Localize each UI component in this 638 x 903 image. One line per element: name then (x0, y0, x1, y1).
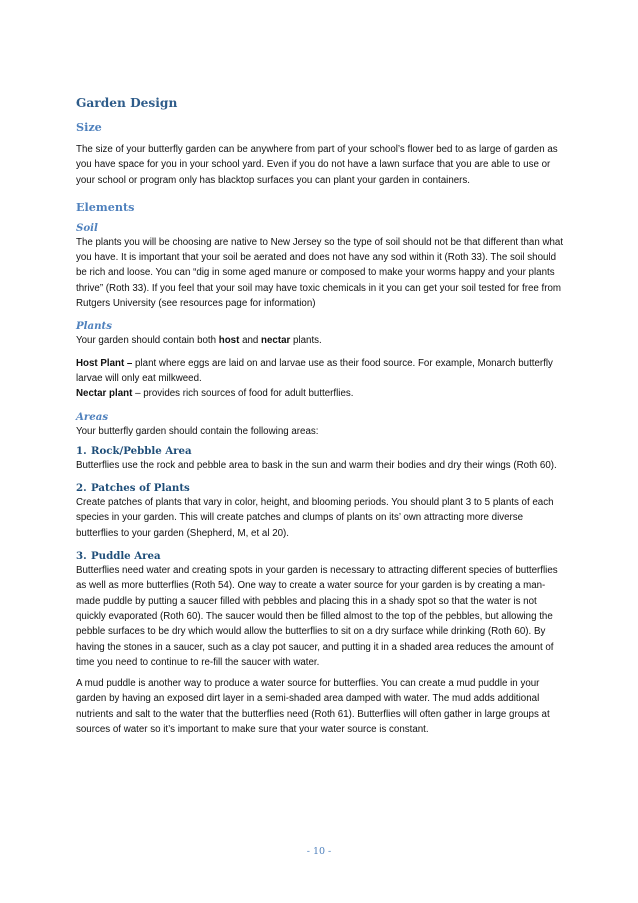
soil-paragraph: The plants you will be choosing are native to New Jersey so the type of soil should not be that different than what you have. It is important that your soil be aerated and does not have any sod within it (Roth 33). The soil should be rich and loose. You can “dig in some aged manure or composed to make your worms happy and your plants thrive” (Roth 33). If you feel that your soil may have toxic chemicals in it you can get your soil tested for free from Rutgers University (see resources page for information) (76, 236, 564, 310)
host-plant-definition: Host Plant – plant where eggs are laid on and larvae use as their food source. For example, Monarch butterfly larvae will only eat milkweed. (76, 357, 553, 384)
nectar-plant-term: Nectar plant (76, 388, 133, 400)
area-heading-rock-pebble: 1. Rock/Pebble Area (76, 444, 192, 457)
page-number: - 10 - (306, 846, 332, 857)
subheading-areas: Areas (76, 410, 109, 423)
host-keyword: host (218, 335, 240, 347)
page-title: Garden Design (76, 96, 178, 110)
puddle-paragraph-1: Butterflies need water and creating spots in your garden is necessary to attracting different species of butterflies as well as more butterflies (Roth 54). One way to create a water source for your garden is by creating a man-made puddle by putting a saucer filled with pebbles and placing this in a shady spot so that the water is not quickly evaporated (Roth 60). The saucer would then be filled almost to the top of the pebbles, but allowing the pebble surfaces to be dry which would allow the butterflies to sit on a dry surface while drinking (Roth 60). By having the stones in a saucer, such as a clay pot saucer, and putting it in a shaded area reduces the amount of time you need to continue to re-fill the saucer with water. (76, 565, 558, 668)
page-content (76, 96, 568, 737)
host-plant-term: Host Plant – (76, 357, 133, 369)
area-heading-puddle: 3. Puddle Area (76, 550, 161, 563)
puddle-paragraph-2: A mud puddle is another way to produce a water source for butterflies. You can create a mud puddle in your garden by having an exposed dirt layer in a semi-shaded area damped with water. The mud adds additional nutrients and salt to the water that the butterflies need (Roth 61). Butterflies will often gather in large groups at sources of water so it’s important to make sure that your water source is constant. (76, 678, 550, 736)
plants-intro: Your garden should contain both host and nectar plants. (76, 335, 322, 347)
areas-intro: Your butterfly garden should contain the following areas: (76, 425, 319, 437)
subheading-plants: Plants (76, 320, 112, 333)
size-paragraph: The size of your butterfly garden can be anywhere from part of your school’s flower bed to as large of garden as you have space for you in your school yard. Even if you do not have a lawn surface that you are able to use or your school or program only has blacktop surfaces you can plant your garden in containers. (76, 144, 558, 186)
rock-pebble-paragraph: Butterflies use the rock and pebble area to bask in the sun and warm their bodies and dry their wings (Roth 60). (76, 459, 557, 471)
nectar-keyword: nectar (261, 335, 291, 347)
section-heading-size: Size (76, 120, 102, 134)
nectar-plant-definition: Nectar plant – provides rich sources of food for adult butterflies. (76, 388, 354, 400)
patches-paragraph: Create patches of plants that vary in color, height, and blooming periods. You should plant 3 to 5 plants of each species in your garden. This will create patches and clumps of plants on its’ own attracting more diverse butterflies to your garden (Shepherd, M, et al 20). (76, 497, 554, 539)
section-heading-elements: Elements (76, 199, 135, 214)
subheading-soil: Soil (76, 221, 98, 234)
area-heading-patches-of-plants: 2. Patches of Plants (76, 482, 190, 495)
